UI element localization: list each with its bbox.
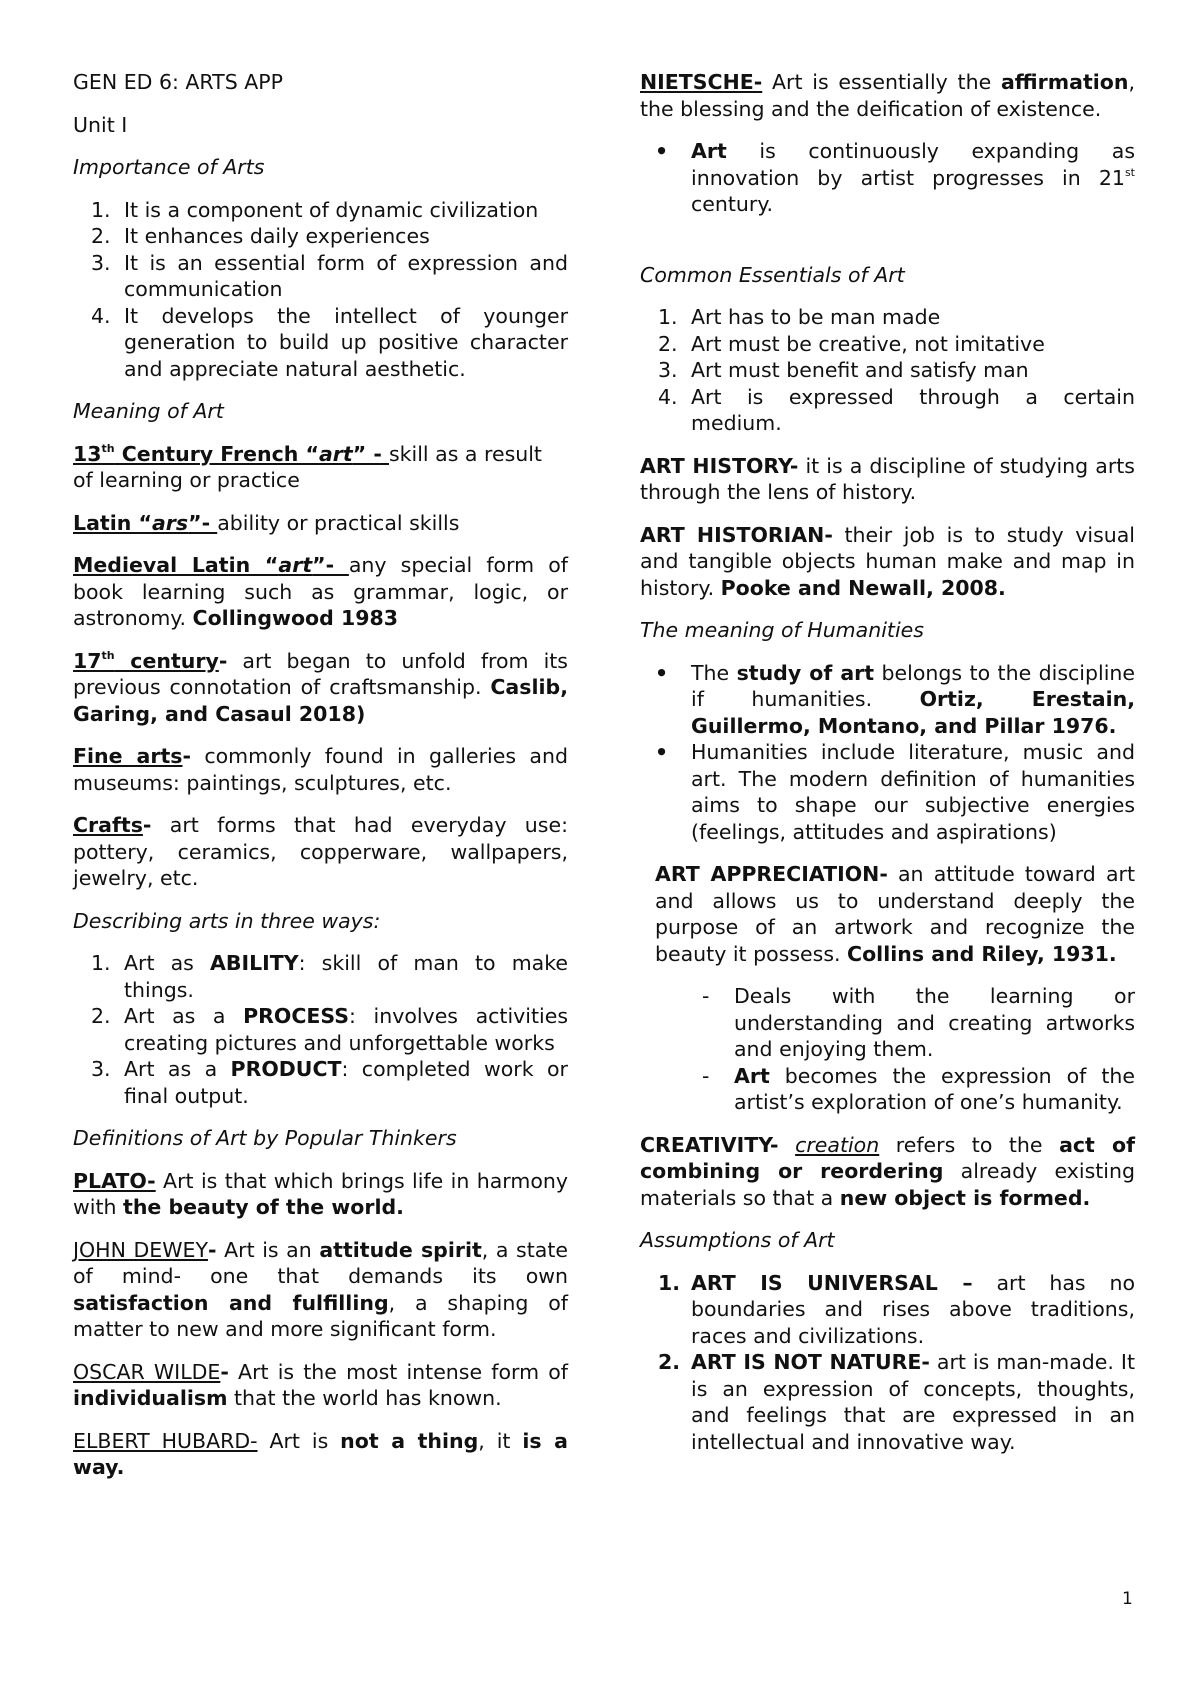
right-column (640, 69, 1135, 1471)
list-item: 4. It develops the intellect of younger generation to build up positive character and appreciate natural aesthetic. (91, 303, 568, 381)
list-item: 1. It is a component of dynamic civilization (91, 197, 539, 222)
humanities-list (640, 660, 1135, 846)
definition-art-history: ART HISTORY- it is a discipline of studying arts through the lens of history. (640, 453, 1135, 504)
list-item: 3. It is an essential form of expression and communication (91, 250, 568, 301)
list-item: 2. Art as a PROCESS: involves activities creating pictures and unforgettable works (91, 1004, 569, 1055)
list-item: 1. Art has to be man made (658, 305, 941, 329)
heading-humanities: The meaning of Humanities (640, 618, 924, 642)
list-item: 2. ART IS NOT NATURE- art is man-made. It is an expression of concepts, thoughts, and feelings that are expressed in an intellectual and innovative way. (658, 1350, 1135, 1454)
page-number: 1 (1122, 1589, 1133, 1609)
importance-list (73, 197, 568, 383)
definition-crafts: Crafts- art forms that had everyday use: pottery, ceramics, copperware, wallpapers, jewelry, etc. (73, 813, 568, 890)
list-item: 2. Art must be creative, not imitative (658, 331, 1045, 356)
list-item: - Art becomes the expression of the artist’s exploration of one’s humanity. (702, 1063, 1135, 1114)
essentials-list (640, 304, 1135, 437)
definition-medieval: Medieval Latin “art”- any special form of book learning such as grammar, logic, or astronomy. Collingwood 1983 (73, 553, 568, 630)
thinker-plato: PLATO- Art is that which brings life in harmony with the beauty of the world. (73, 1168, 568, 1219)
thinker-dewey: JOHN DEWEY- Art is an attitude spirit, a state of mind- one that demands its own satisfaction and fulfilling, a shaping of matter to new and more significant form. (73, 1237, 568, 1341)
list-item: 3. Art must benefit and satisfy man (658, 358, 1029, 382)
heading-importance: Importance of Arts (73, 155, 265, 179)
list-item: • Humanities include literature, music and art. The modern definition of humanities aims to shape our subjective energies (feelings, attitudes and aspirations) (655, 740, 1135, 844)
heading-assumptions: Assumptions of Art (640, 1228, 835, 1252)
bullet-icon: • (655, 139, 669, 163)
course-title: GEN ED 6: ARTS APP (73, 70, 283, 94)
list-item: 2. It enhances daily experiences (91, 224, 430, 248)
heading-meaning: Meaning of Art (73, 399, 224, 423)
list-item: 1. ART IS UNIVERSAL – art has no boundaries and rises above traditions, races and civilizations. (658, 1270, 1135, 1348)
definition-fine-arts: Fine arts- commonly found in galleries and museums: paintings, sculptures, etc. (73, 744, 568, 795)
definition-17th-century: 17th century- art began to unfold from its previous connotation of craftsmanship. Caslib, Garing, and Casaul 2018) (73, 648, 568, 726)
thinker-nietsche: NIETSCHE- Art is essentially the affirmation, the blessing and the deification of existence. (640, 70, 1135, 121)
bullet-icon: • (655, 660, 669, 685)
expansion-list (640, 138, 1135, 218)
bullet-icon: • (655, 740, 669, 764)
unit-label: Unit I (73, 112, 128, 137)
heading-thinkers: Definitions of Art by Popular Thinkers (73, 1126, 457, 1150)
list-item: - Deals with the learning or understanding and creating artworks and enjoying them. (702, 984, 1135, 1061)
list-item: • Art is continuously expanding as innovation by artist progresses in 21st century. (655, 139, 1135, 216)
definition-creativity: CREATIVITY- creation refers to the act of combining or reordering already existing materials so that a new object is formed. (640, 1132, 1135, 1210)
thinker-wilde: OSCAR WILDE- Art is the most intense form of individualism that the world has known. (73, 1359, 568, 1410)
definition-art-historian: ART HISTORIAN- their job is to study visual and tangible objects human make and map in history. Pooke and Newall, 2008. (640, 522, 1135, 600)
heading-describing: Describing arts in three ways: (73, 908, 381, 933)
definition-french: 13th Century French “art” - skill as a result of learning or practice (73, 441, 542, 492)
thinker-hubard: ELBERT HUBARD- Art is not a thing, it is a way. (73, 1428, 568, 1479)
assumptions-list (640, 1270, 1135, 1456)
list-item: • The study of art belongs to the discipline if humanities. Ortiz, Erestain, Guillermo, Montano, and Pillar 1976. (655, 660, 1136, 738)
list-item: 4. Art is expressed through a certain medium. (658, 384, 1135, 435)
definition-art-appreciation: ART APPRECIATION- an attitude toward art and allows us to understand deeply the purpose of an artwork and recognize the beauty it possess. Collins and Riley, 1931. (655, 862, 1135, 966)
list-item: 1. Art as ABILITY: skill of man to make things. (91, 951, 568, 1002)
list-item: 3. Art as a PRODUCT: completed work or final output. (91, 1057, 568, 1108)
definition-latin: Latin “ars”- ability or practical skills (73, 510, 460, 535)
left-column (73, 69, 568, 1497)
appreciation-list (640, 983, 1135, 1116)
heading-essentials: Common Essentials of Art (640, 262, 905, 287)
describing-list (73, 950, 568, 1109)
